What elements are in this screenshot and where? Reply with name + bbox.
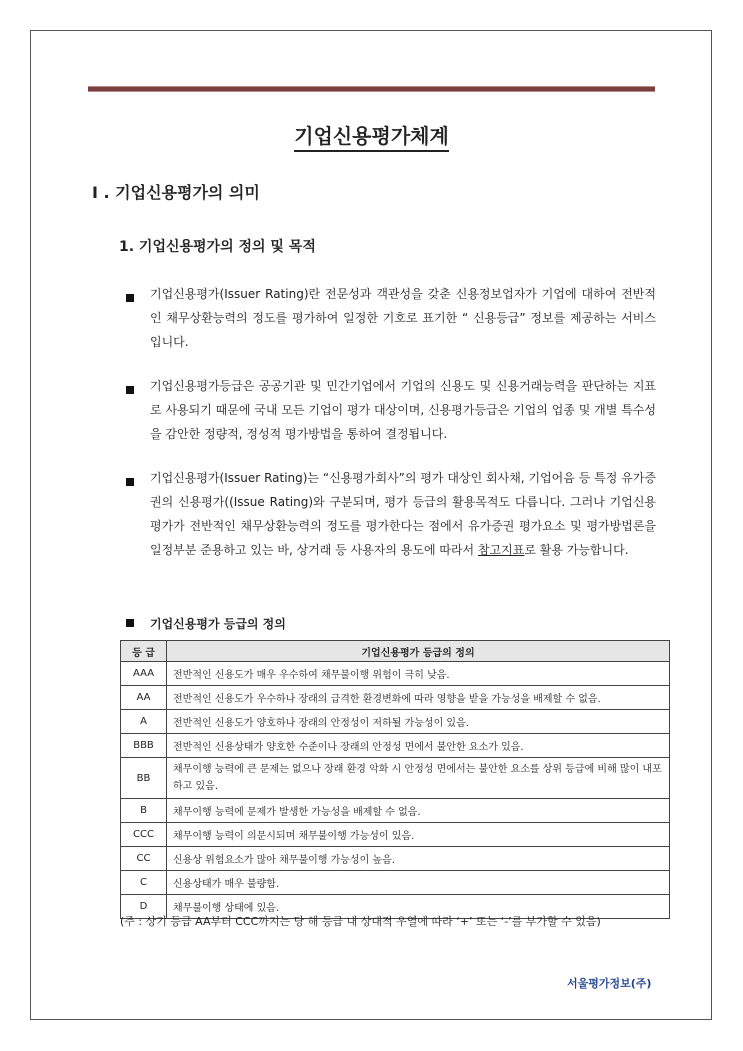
grade-cell: C bbox=[121, 871, 167, 895]
table-row bbox=[121, 758, 670, 799]
paragraph-1: 기업신용평가(Issuer Rating)란 전문성과 객관성을 갖춘 신용정보업자가 기업에 대하여 전반적인 채무상환능력의 정도를 평가하여 일정한 기호로 표기한 “ 신용등급” 정보를 제공하는 서비스입니다. bbox=[150, 287, 656, 349]
paragraph-3-text: 기업신용평가(Issuer Rating)는 “신용평가회사”의 평가 대상인 회사채, 기업어음 등 특정 유가증권의 신용평가((Issue Rating)와 구분되며, 평가 등급의 활용목적도 다릅니다. 그러나 기업신용평가가 전반적인 채무상환능력의 정도를 평가한다는 점에서 유가증권 평가요소 및 평가방법론을 일정부분 준용하고 있는 바, 상거래 등 사용자의 용도에 따라서 bbox=[150, 471, 656, 557]
subsection-title: 1. 기업신용평가의 정의 및 목적 bbox=[119, 239, 316, 255]
bullet-icon bbox=[126, 386, 134, 394]
table-row bbox=[121, 799, 670, 823]
header-definition: 기업신용평가 등급의 정의 bbox=[167, 641, 670, 662]
grade-cell: AA bbox=[121, 686, 167, 710]
grade-cell: A bbox=[121, 710, 167, 734]
grade-cell: BB bbox=[121, 758, 167, 799]
table-header-row bbox=[121, 641, 670, 662]
bullet-icon bbox=[126, 294, 134, 302]
title-bar-divider bbox=[88, 86, 655, 92]
definition-cell: 채무이행 능력에 문제가 발생한 가능성을 배제할 수 없음. bbox=[167, 799, 670, 823]
grade-cell: B bbox=[121, 799, 167, 823]
grade-cell: BBB bbox=[121, 734, 167, 758]
table-row bbox=[121, 734, 670, 758]
paragraph-3 bbox=[150, 466, 656, 562]
definition-cell: 전반적인 신용도가 우수하나 장래의 급격한 환경변화에 따라 영향을 받을 가능성을 배제할 수 없음. bbox=[167, 686, 670, 710]
definition-cell: 신용상 위험요소가 많아 채무불이행 가능성이 높음. bbox=[167, 847, 670, 871]
document-title-text: 기업신용평가체계 bbox=[294, 124, 449, 152]
definition-cell: 전반적인 신용상태가 양호한 수준이나 장래의 안정성 면에서 불안한 요소가 있음. bbox=[167, 734, 670, 758]
definition-cell: 신용상태가 매우 불량함. bbox=[167, 871, 670, 895]
company-name: 서울평가정보(주) bbox=[567, 977, 652, 990]
grade-cell: CC bbox=[121, 847, 167, 871]
paragraph-3-tail: 로 활용 가능합니다. bbox=[524, 543, 629, 557]
bullet-icon bbox=[126, 619, 134, 627]
header-grade: 등 급 bbox=[121, 641, 167, 662]
grade-cell: AAA bbox=[121, 662, 167, 686]
definition-cell: 채무불이행 상태에 있음. bbox=[167, 895, 670, 919]
table-row bbox=[121, 847, 670, 871]
definition-cell: 전반적인 신용도가 매우 우수하여 채무불이행 위험이 극히 낮음. bbox=[167, 662, 670, 686]
table-note: (주 : 상기 등급 AA부터 CCC까지는 당 해 등급 내 상대적 우열에 따라 ‘+’ 또는 ‘-’를 부가할 수 있음) bbox=[120, 915, 601, 928]
table-row bbox=[121, 871, 670, 895]
table-heading: 기업신용평가 등급의 정의 bbox=[150, 617, 286, 631]
paragraph-3-underlined: 참고지표 bbox=[477, 543, 525, 557]
grade-cell: D bbox=[121, 895, 167, 919]
grade-cell: CCC bbox=[121, 823, 167, 847]
table-row bbox=[121, 710, 670, 734]
bullet-icon bbox=[126, 478, 134, 486]
document-title bbox=[0, 120, 743, 149]
paragraph-2: 기업신용평가등급은 공공기관 및 민간기업에서 기업의 신용도 및 신용거래능력을 판단하는 지표로 사용되기 때문에 국내 모든 기업이 평가 대상이며, 신용평가등급은 기업의 업종 및 개별 특수성을 감안한 정량적, 정성적 평가방법을 통하여 결정됩니다. bbox=[150, 379, 656, 441]
table-row bbox=[121, 823, 670, 847]
rating-table bbox=[120, 640, 670, 919]
section-title: I . 기업신용평가의 의미 bbox=[92, 183, 260, 202]
table-row bbox=[121, 686, 670, 710]
definition-cell: 전반적인 신용도가 양호하나 장래의 안정성이 저하될 가능성이 있음. bbox=[167, 710, 670, 734]
definition-cell: 채무이행 능력에 큰 문제는 없으나 장래 환경 악화 시 안정성 면에서는 불안한 요소를 상위 등급에 비해 많이 내포하고 있음. bbox=[167, 758, 670, 799]
definition-cell: 채무이행 능력이 의문시되며 채무불이행 가능성이 있음. bbox=[167, 823, 670, 847]
table-row bbox=[121, 662, 670, 686]
